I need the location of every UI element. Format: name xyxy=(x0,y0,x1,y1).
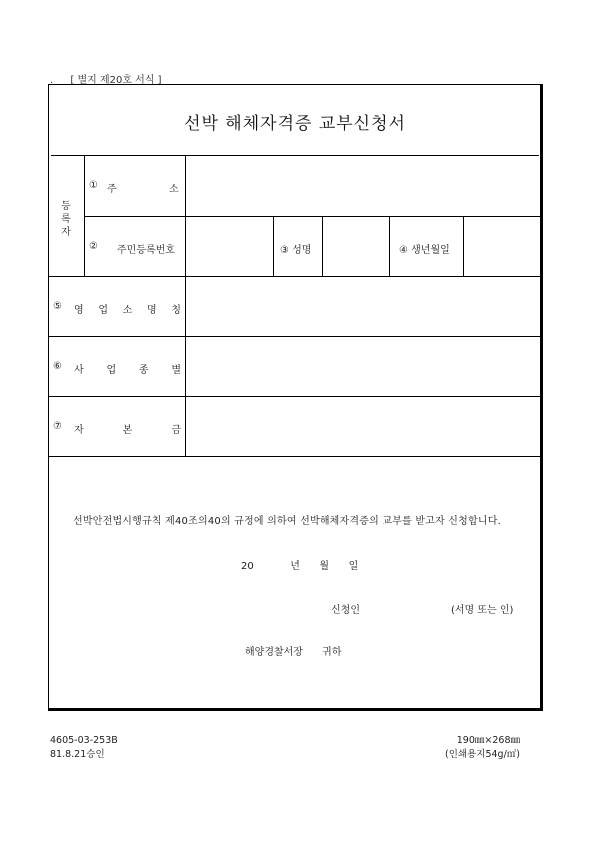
business-name-num: ⑤ xyxy=(53,301,62,312)
date-year-unit: 년 xyxy=(290,561,300,572)
dob-field[interactable] xyxy=(465,217,541,275)
capital-field[interactable] xyxy=(187,397,541,455)
label-char: 별 xyxy=(171,365,181,376)
label-char: 칭 xyxy=(171,305,181,316)
col-divider-name-value xyxy=(389,216,390,276)
date-year: 20 xyxy=(241,561,254,572)
business-type-num: ⑥ xyxy=(53,361,62,372)
name-label: ③ 성명 xyxy=(280,245,312,256)
addressee xyxy=(245,643,341,658)
honorific: 귀하 xyxy=(322,647,342,658)
address-field[interactable] xyxy=(187,157,541,215)
col-divider-rrn xyxy=(273,216,274,276)
label-char: 업 xyxy=(98,305,108,316)
rrn-field[interactable] xyxy=(187,217,272,275)
label-char: 명 xyxy=(146,305,157,316)
address-label-a: 주 xyxy=(107,184,117,195)
business-name-field[interactable] xyxy=(187,277,541,335)
dob-label: ④ 생년월일 xyxy=(399,245,450,256)
declaration-text: 선박안전법시행규칙 제40조의40의 규정에 의하여 선박해체자격증의 교부를 받고자 신청합니다. xyxy=(73,516,501,527)
label-char: 자 xyxy=(74,425,84,436)
registrant-label xyxy=(59,200,73,239)
application-date xyxy=(241,557,358,572)
label-char: 업 xyxy=(106,365,117,376)
business-name-label xyxy=(74,301,181,316)
date-month-unit: 월 xyxy=(319,561,330,572)
date-day-unit: 일 xyxy=(348,561,359,572)
form-code: 4605-03-253B xyxy=(50,735,118,746)
col-divider-dob-label xyxy=(463,216,464,276)
registrant-char: 자 xyxy=(61,227,71,238)
label-char: 사 xyxy=(74,365,84,376)
label-char: 영 xyxy=(74,305,84,316)
registrant-char: 록 xyxy=(61,214,71,225)
label-char: 소 xyxy=(122,305,133,316)
col-divider-registrant xyxy=(84,156,85,276)
form-number: [ 별지 제20호 서식 ] xyxy=(70,75,162,86)
applicant-label: 신청인 xyxy=(331,605,360,616)
addressee-name: 해양경찰서장 xyxy=(245,647,303,658)
form-title: 선박 해체자격증 교부신청서 xyxy=(184,113,406,134)
name-field[interactable] xyxy=(324,217,388,275)
paper-weight: (인쇄용지54g/㎡) xyxy=(445,749,520,760)
approval-date: 81.8.21승인 xyxy=(50,749,105,760)
signature-note: (서명 또는 인) xyxy=(451,605,514,616)
capital-num: ⑦ xyxy=(53,421,62,432)
business-type-label xyxy=(74,361,181,376)
rrn-label: 주민등록번호 xyxy=(117,245,175,256)
rrn-num: ② xyxy=(89,241,98,252)
address-num: ① xyxy=(89,180,98,191)
registrant-char: 등 xyxy=(61,201,71,212)
label-char: 금 xyxy=(171,425,181,436)
footer-right xyxy=(445,734,520,762)
title-box xyxy=(51,87,539,156)
label-char: 본 xyxy=(122,425,133,436)
capital-label xyxy=(74,421,181,436)
col-divider-labels xyxy=(185,156,186,456)
address-label-b: 소 xyxy=(169,184,179,195)
application-form xyxy=(48,84,543,711)
business-type-field[interactable] xyxy=(187,337,541,395)
row-divider-capital xyxy=(49,456,540,457)
header-dot: . xyxy=(50,75,54,86)
label-char: 종 xyxy=(138,365,149,376)
footer-left xyxy=(50,734,118,762)
paper-size: 190㎜×268㎜ xyxy=(456,735,520,746)
col-divider-name-label xyxy=(322,216,323,276)
